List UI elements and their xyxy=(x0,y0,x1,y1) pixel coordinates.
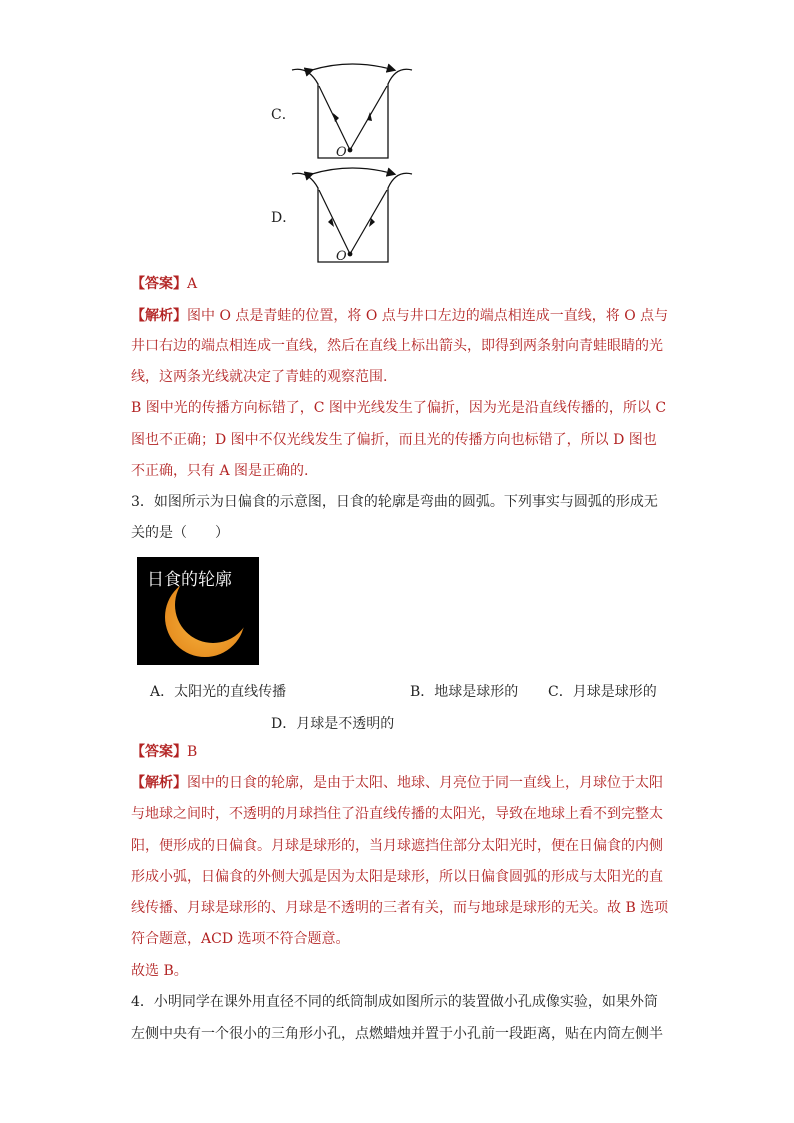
q3-analysis-line: 阳，便形成的日偏食。月球是球形的，当月球遮挡住部分太阳光时，便在日偏食的内侧 xyxy=(131,838,663,854)
q2-analysis-line: 线，这两条光线就决定了青蛙的观察范围. xyxy=(131,369,388,385)
q3-stem-line: 关的是（ ） xyxy=(131,525,229,541)
eclipse-photo xyxy=(137,557,259,665)
diagram-c xyxy=(290,62,420,162)
analysis-tag: 【解析】 xyxy=(131,308,187,324)
answer-value: B xyxy=(187,744,198,760)
q3-stem-line: 3．如图所示为日偏食的示意图，日食的轮廓是弯曲的圆弧。下列事实与圆弧的形成无 xyxy=(131,494,658,510)
option-a: A．太阳光的直线传播 xyxy=(150,684,287,700)
option-d-label: D． xyxy=(271,210,297,226)
q3-analysis-line: 【解析】图中的日食的轮廓，是由于太阳、地球、月亮位于同一直线上，月球位于太阳 xyxy=(131,775,663,791)
option-d: D．月球是不透明的 xyxy=(271,716,395,732)
option-b: B．地球是球形的 xyxy=(410,684,519,700)
q2-analysis-line: 井口右边的端点相连成一直线，然后在直线上标出箭头，即得到两条射向青蛙眼睛的光 xyxy=(131,338,663,354)
answer-tag: 【答案】 xyxy=(131,276,187,292)
q2-analysis-line: B 图中光的传播方向标错了，C 图中光线发生了偏折，因为光是沿直线传播的，所以 C xyxy=(131,400,667,416)
option-c-label: C． xyxy=(271,107,296,123)
q2-analysis-line: 图也不正确；D 图中不仅光线发生了偏折，而且光的传播方向也标错了，所以 D 图也 xyxy=(131,432,657,448)
q2-answer xyxy=(131,274,197,294)
answer-tag: 【答案】 xyxy=(131,744,187,760)
analysis-tag: 【解析】 xyxy=(131,775,187,791)
q2-analysis-line: 【解析】图中 O 点是青蛙的位置，将 O 点与井口左边的端点相连成一直线，将 O 点与 xyxy=(131,308,669,324)
q3-analysis-line: 与地球之间时，不透明的月球挡住了沿直线传播的太阳光，导致在地球上看不到完整太 xyxy=(131,806,663,822)
q3-analysis-line: 符合题意，ACD 选项不符合题意。 xyxy=(131,931,350,947)
q4-stem-line: 4．小明同学在课外用直径不同的纸筒制成如图所示的装置做小孔成像实验，如果外筒 xyxy=(131,994,658,1010)
diagram-d xyxy=(290,166,420,266)
q3-answer xyxy=(131,742,197,762)
point-o-label-c: O xyxy=(336,145,347,160)
point-o-label-d: O xyxy=(336,249,347,264)
option-c: C．月球是球形的 xyxy=(548,684,657,700)
q3-analysis-line: 形成小弧，日偏食的外侧大弧是因为太阳是球形，所以日偏食圆弧的形成与太阳光的直 xyxy=(131,869,663,885)
q4-stem-line: 左侧中央有一个很小的三角形小孔，点燃蜡烛并置于小孔前一段距离，贴在内筒左侧半 xyxy=(131,1026,663,1042)
photo-caption: 日食的轮廓 xyxy=(147,570,232,590)
q3-analysis-line: 故选 B。 xyxy=(131,963,188,979)
q2-analysis-line: 不正确，只有 A 图是正确的. xyxy=(131,463,309,479)
answer-value: A xyxy=(187,276,198,292)
q3-analysis-line: 线传播、月球是球形的、月球是不透明的三者有关，而与地球是球形的无关。故 B 选项 xyxy=(131,900,669,916)
